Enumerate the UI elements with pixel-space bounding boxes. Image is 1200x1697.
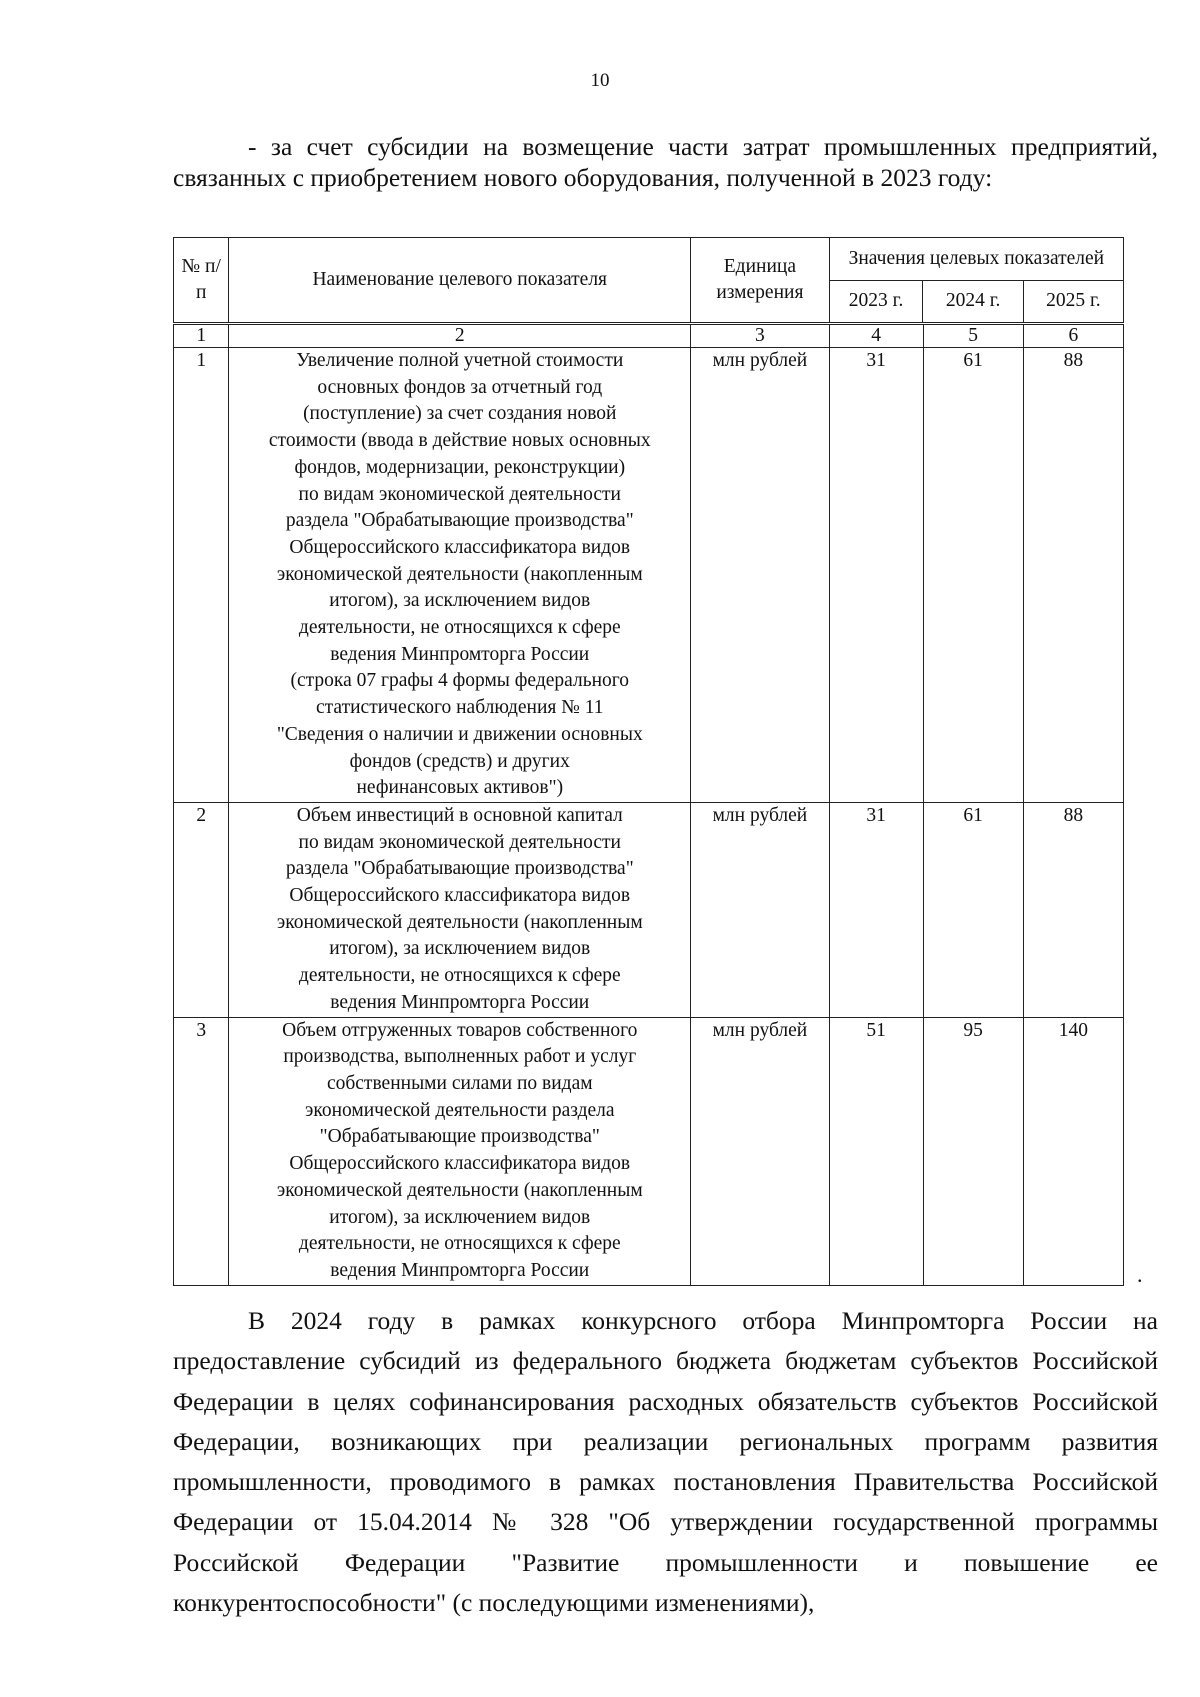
table-header (173, 237, 1124, 323)
header-values-group: Значения целевых показателей (829, 238, 1123, 281)
row-value-2025: 88 (1023, 348, 1123, 803)
header-year-2025: 2025 г. (1023, 280, 1123, 323)
row-indicator-name: Увеличение полной учетной стоимости основных фондов за отчетный год (поступление) за счет создания новой стоимости (ввода в действие новых основных фондов, модернизации, реконструкции) по видам экономической деятельности раздела "Обрабатывающие производства" Общероссийского классификатора видов экономической деятельности (накопленным итогом), за исключением видов деятельности, не относящихся к сфере ведения Минпромторга России (строка 07 графы 4 формы федерального статистического наблюдения № 11 "Сведения о наличии и движении основных фондов (средств) и других нефинансовых активов") (229, 348, 691, 803)
indicators-table (173, 324, 1124, 1286)
row-value-2023: 31 (829, 802, 923, 1017)
column-number: 3 (691, 325, 830, 348)
trailing-period: . (1137, 1262, 1143, 1287)
header-name: Наименование целевого показателя (229, 238, 691, 323)
intro-paragraph (173, 131, 1158, 193)
row-value-2024: 61 (923, 802, 1023, 1017)
row-unit: млн рублей (691, 1017, 830, 1285)
intro-text: - за счет субсидии на возмещение части затрат промышленных предприятий, связанных с приобретением нового оборудования, полученной в 2023 году: (173, 132, 1158, 192)
row-value-2023: 31 (829, 348, 923, 803)
header-year-2023: 2023 г. (829, 280, 923, 323)
row-unit: млн рублей (691, 802, 830, 1017)
table-row (174, 348, 1124, 803)
table-row (174, 802, 1124, 1017)
closing-paragraph (173, 1301, 1158, 1623)
row-num: 2 (174, 802, 229, 1017)
column-number: 1 (174, 325, 229, 348)
column-number: 4 (829, 325, 923, 348)
row-value-2023: 51 (829, 1017, 923, 1285)
row-value-2025: 140 (1023, 1017, 1123, 1285)
row-value-2025: 88 (1023, 802, 1123, 1017)
table-row (174, 1017, 1124, 1285)
row-value-2024: 61 (923, 348, 1023, 803)
header-num: № п/п (174, 238, 229, 323)
page-number: 10 (590, 70, 610, 91)
header-unit: Единица измерения (691, 238, 830, 323)
row-num: 1 (174, 348, 229, 803)
row-indicator-name: Объем инвестиций в основной капитал по видам экономической деятельности раздела "Обрабатывающие производства" Общероссийского классификатора видов экономической деятельности (накопленным итогом), за исключением видов деятельности, не относящихся к сфере ведения Минпромторга России (229, 802, 691, 1017)
row-indicator-name: Объем отгруженных товаров собственного производства, выполненных работ и услуг собственными силами по видам экономической деятельности раздела "Обрабатывающие производства" Общероссийского классификатора видов экономической деятельности (накопленным итогом), за исключением видов деятельности, не относящихся к сфере ведения Минпромторга России (229, 1017, 691, 1285)
column-number: 5 (923, 325, 1023, 348)
row-unit: млн рублей (691, 348, 830, 803)
header-year-2024: 2024 г. (923, 280, 1023, 323)
closing-text: В 2024 году в рамках конкурсного отбора Минпромторга России на предоставление субсидий из федерального бюджета бюджетам субъектов Российской Федерации в целях софинансирования расходных обязательств субъектов Российской Федерации, возникающих при реализации региональных программ развития промышленности, проводимого в рамках постановления Правительства Российской Федерации от 15.04.2014 № 328 "Об утверждении государственной программы Российской Федерации "Развитие промышленности и повышение ее конкурентоспособности" (с последующими изменениями), (173, 1306, 1158, 1618)
column-number: 6 (1023, 325, 1123, 348)
row-num: 3 (174, 1017, 229, 1285)
column-numbers-row (174, 325, 1124, 348)
row-value-2024: 95 (923, 1017, 1023, 1285)
column-number: 2 (229, 325, 691, 348)
